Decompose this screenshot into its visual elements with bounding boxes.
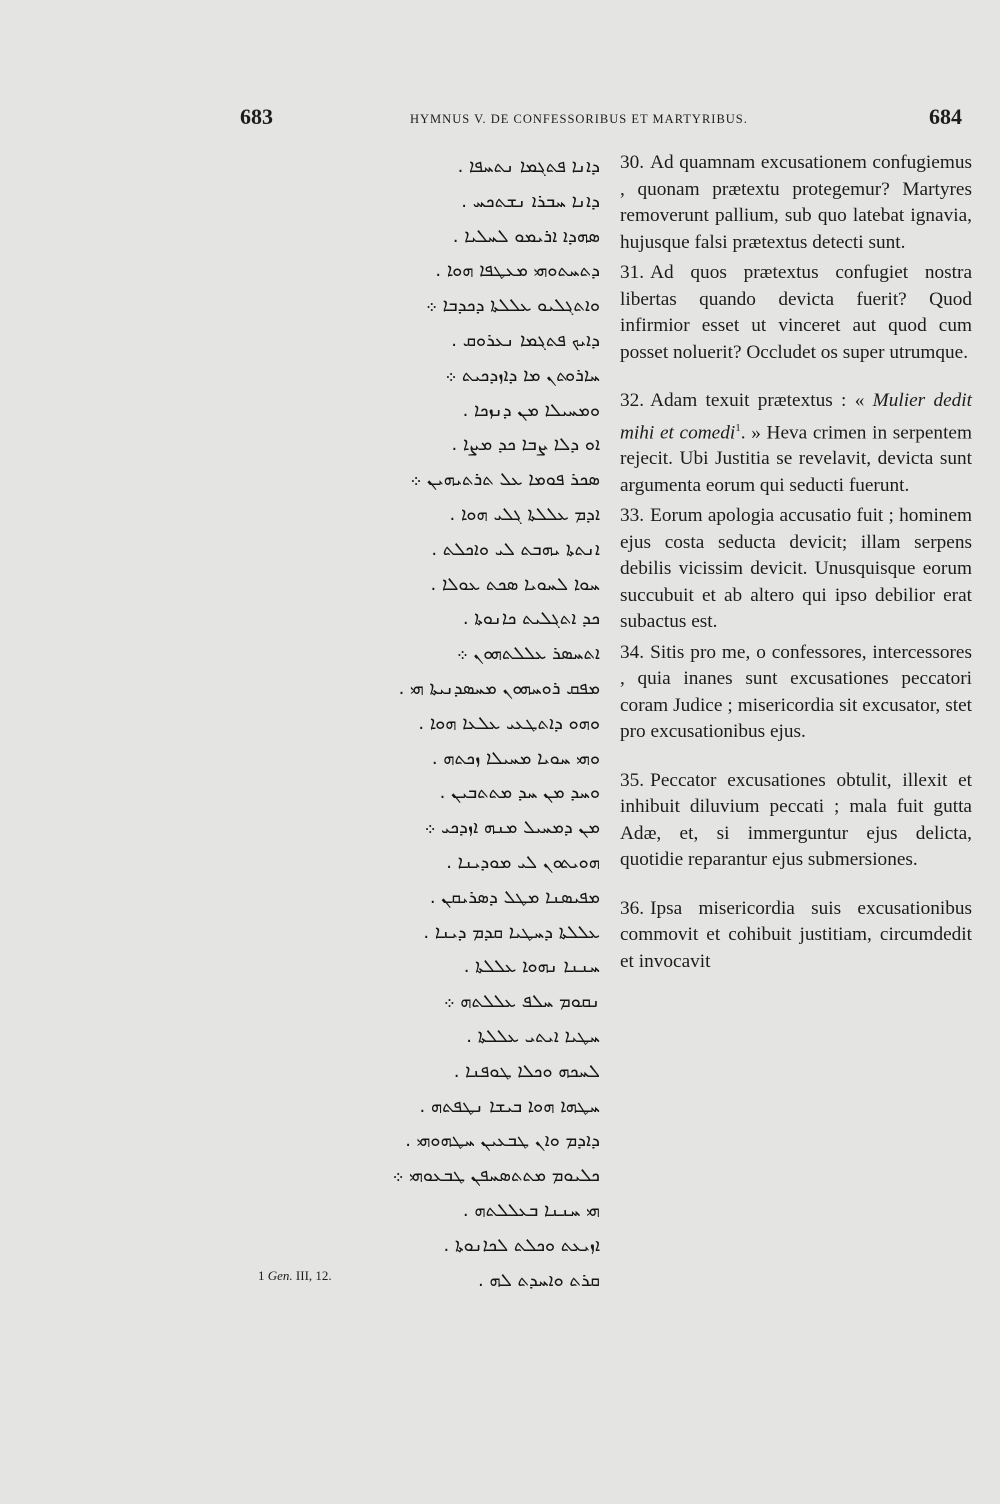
paragraph-number: 32. (620, 390, 645, 411)
syriac-line: ܕܐܝܟ ܦܬܓܡܐ ܢܥܪܘܩ . (451, 329, 600, 351)
running-title: HYMNUS V. DE CONFESSORIBUS ET MARTYRIBUS. (410, 112, 748, 126)
syriac-line: ܡܦܩ ܪܘܚܗܘܢ ܡܚܣܕܢܝܬܐ ܗܝ . (398, 677, 600, 699)
paragraph-31 (620, 260, 972, 366)
paragraph-32 (620, 388, 972, 499)
paragraph-text: Ad quos prætextus confugiet nostra libertas quando devicta fuerit? Quod infirmior esset ut vinceret aut quod cum posset noluerit? Occludet os super utrumque. (620, 262, 972, 363)
syriac-line: ܚܛܝܐ ܐܝܬܝ ܥܠܠܬܐ . (466, 1025, 600, 1047)
paragraph-number: 30. (620, 152, 645, 173)
footnote-reference: III, 12. (295, 1268, 332, 1283)
syriac-line: ܕܬܚܬܘܗܝ ܡܥܛܦܐ ܗܘܐ . (435, 260, 600, 282)
syriac-line: ܘܗܝ ܚܘܝܐ ܡܚܝܠܐ ܙܟܬܗ . (431, 747, 600, 769)
paragraph-number: 35. (620, 769, 645, 791)
syriac-line: ܘܡܚܝܠܐ ܡܢ ܕܢܙܟܐ . (462, 399, 600, 421)
syriac-line: ܩܪܬ ܘܐܚܕܬ ܠܗ . (477, 1269, 600, 1291)
footnote-mark: 1 (735, 421, 741, 434)
paragraph-number: 33. (620, 505, 645, 527)
paragraph-text-after: . » Heva crimen in serpentem rejecit. Ubi Justitia se revelavit, devicta sunt argumenta eorum qui seducti fuerunt. (620, 421, 972, 496)
syriac-line: ܐܕܡ ܥܠܠܬܐ ܓܠܝ ܗܘܐ . (449, 503, 600, 525)
syriac-line: ܣܗܕܐ ܐܪܝܡܘ ܠܚܠܝܐ . (452, 225, 600, 247)
paragraph-text: Peccator excusationes obtulit, illexit et inhibuit diluvium peccati ; mala fuit gutta Adæ, et, si immerguntur ejus delicta, quotidie reparantur ejus submersiones. (620, 769, 972, 871)
footnote (258, 1268, 332, 1284)
paragraph-text: Ad quamnam excusationem confugiemus , quonam prætextu protegemur? Martyres removerunt pallium, sub quo latebat ignavia, hujusque falsi prætextus detecti sunt. (620, 152, 972, 253)
syriac-line: ܘܗܘ ܕܐܬܛܥܝ ܥܠܥܐ ܗܘܐ . (418, 712, 600, 734)
page-number-right: 684 (929, 104, 962, 129)
syriac-line: ܕܐܕܡ ܘܐܢ ܛܒܥܝܢ ܚܛܗܘܗܝ . (405, 1130, 600, 1152)
syriac-line: ܚܛܗܐ ܗܘܐ ܒܝܫܐ ܢܛܦܬܗ . (419, 1095, 600, 1117)
syriac-text-column (300, 150, 600, 1298)
paragraph-34 (620, 640, 972, 746)
syriac-line: ܗܝ ܚܢܢܐ ܒܥܠܠܬܗ . (462, 1199, 600, 1221)
paragraph-33 (620, 503, 972, 636)
page-number-left: 683 (240, 104, 273, 129)
syriac-line: ܘܐܬܓܠܝܘ ܥܠܠܬܐ ܕܟܕܒܐ ܀ (426, 295, 600, 317)
syriac-line: ܘܚܕ ܡܢ ܚܕ ܡܬܬܒܝܢ . (439, 782, 600, 804)
syriac-line: ܐܬܚܣܪ ܥܠܠܬܗܘܢ ܀ (456, 643, 600, 665)
syriac-line: ܐܢܬܬܐ ܝܗܒܬ ܠܝ ܘܐܟܠܬ . (431, 538, 600, 560)
syriac-line: ܚܘܐ ܠܚܘܝܐ ܣܟܬ ܥܘܠܐ . (430, 573, 600, 595)
paragraph-36 (620, 896, 972, 976)
page-header (240, 104, 970, 138)
paragraph-text: Ipsa misericordia suis excusationibus commovit et cohibuit justitiam, circumdedit et invocavit (620, 897, 972, 972)
syriac-line: ܚܐܪܘܬܢ ܡܐ ܕܐܙܕܟܝܬ ܀ (445, 364, 600, 386)
paragraph-30 (620, 150, 972, 256)
syriac-line: ܟܠܝܘܡ ܡܬܬܣܚܦܢ ܛܒܥܘܗܝ ܀ (392, 1165, 600, 1187)
syriac-line: ܡܢ ܕܡܚܝܠ ܡܢܗ ܐܙܕܟܝ ܀ (424, 817, 600, 839)
latin-translation-column (620, 150, 972, 975)
quotation: Mulier dedit mihi et comedi (620, 390, 972, 443)
syriac-line: ܟܕ ܐܬܓܠܝܬ ܟܐܢܘܬܐ . (462, 608, 600, 630)
syriac-line: ܣܟܪ ܦܘܡܐ ܥܠ ܬܪܬܝܗܝܢ ܀ (410, 469, 600, 491)
syriac-line: ܕܐܢܐ ܚܒܪܐ ܢܫܬܟܚ . (461, 190, 600, 212)
syriac-line: ܥܠܠܬܐ ܕܚܛܝܐ ܩܕܡ ܕܝܢܐ . (423, 921, 600, 943)
paragraph-number: 31. (620, 262, 645, 283)
paragraph-text-before: Adam texuit prætextus : « (650, 390, 865, 411)
syriac-line: ܐܘ ܕܠܐ ܨܒܐ ܟܕ ܡܨܐ . (451, 434, 600, 456)
footnote-work: Gen. (267, 1268, 293, 1283)
syriac-line: ܠܚܟܗ ܘܟܠܐ ܛܘܦܢܐ . (453, 1060, 600, 1082)
syriac-line: ܢܩܘܡ ܚܠܦ ܥܠܠܬܗ ܀ (443, 991, 600, 1013)
syriac-line: ܚܢܢܐ ܢܗܘܐ ܥܠܠܬܐ . (463, 956, 600, 978)
footnote-number: 1 (258, 1268, 265, 1283)
syriac-line: ܗܘܝܬܘܢ ܠܝ ܡܘܕܝܢܐ . (446, 851, 600, 873)
paragraph-35 (620, 768, 972, 874)
syriac-line: ܡܦܝܣܢܐ ܡܛܠ ܕܣܪܝܩܢ . (429, 886, 600, 908)
syriac-line: ܐܙܝܥܬ ܘܟܠܬ ܠܟܐܢܘܬܐ . (443, 1234, 600, 1256)
paragraph-number: 34. (620, 641, 645, 663)
paragraph-text: Sitis pro me, o confessores, intercessores , quia inanes sunt excusationes peccatori coram Judice ; misericordia sit excusator, stet pro excusationibus ejus. (620, 641, 972, 743)
syriac-line: ܕܐܢܐ ܦܬܓܡܐ ܢܬܚܦܐ . (457, 156, 600, 177)
paragraph-number: 36. (620, 897, 645, 919)
paragraph-text: Eorum apologia accusatio fuit ; hominem ejus costa seducta devicit; illam serpens debilis vicissim devicit. Unusquisque eorum succubuit et ab altero qui ipso debilior erat subactus est. (620, 505, 972, 633)
